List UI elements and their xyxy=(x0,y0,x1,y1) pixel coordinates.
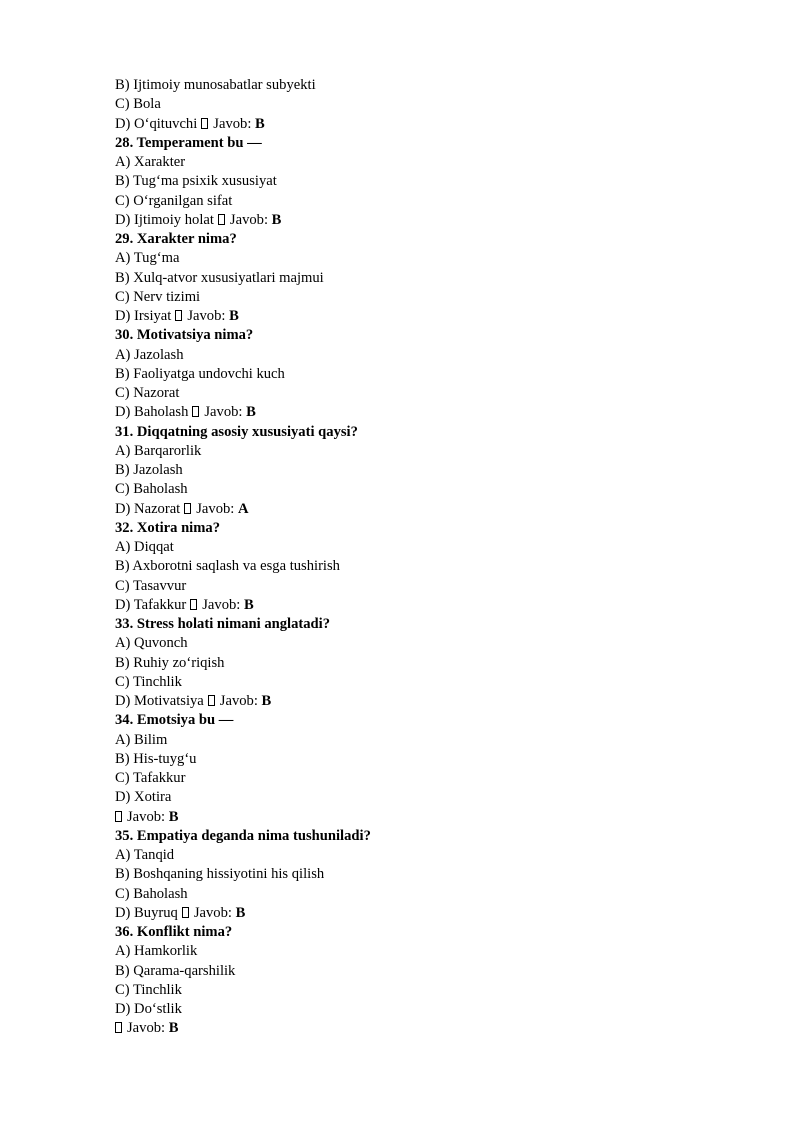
answer-option-with-key xyxy=(115,211,755,230)
question-heading: 33. Stress holati nimani anglatadi? xyxy=(115,616,331,632)
answer-label: Javob: xyxy=(204,404,243,421)
answer-key: B xyxy=(244,596,254,613)
answer-key: B xyxy=(229,308,239,324)
option-text: D) Nazorat xyxy=(115,500,181,517)
missing-glyph-icon xyxy=(218,214,225,225)
option-text: D) Buyruq xyxy=(115,904,178,921)
answer-option: C) Baholash xyxy=(115,885,188,902)
missing-glyph-icon xyxy=(184,503,191,514)
answer-option-with-key xyxy=(115,904,755,923)
option-text: D) O‘qituvchi xyxy=(115,115,198,132)
answer-option-with-key xyxy=(115,307,755,326)
answer-option: A) Diqqat xyxy=(115,539,174,555)
answer-option: C) O‘rganilgan sifat xyxy=(115,192,233,209)
answer-option: C) Nazorat xyxy=(115,385,180,401)
answer-option: C) Tinchlik xyxy=(115,981,182,998)
question-heading: 35. Empatiya deganda nima tushuniladi? xyxy=(115,827,371,844)
question-heading: 29. Xarakter nima? xyxy=(115,231,237,247)
answer-option: B) Qarama-qarshilik xyxy=(115,962,236,979)
answer-option: B) Xulq-atvor xususiyatlari majmui xyxy=(115,269,324,286)
answer-label: Javob: xyxy=(193,904,232,921)
answer-option: C) Tafakkur xyxy=(115,770,186,786)
missing-glyph-icon xyxy=(115,1022,122,1033)
option-text: D) Tafakkur xyxy=(115,596,187,613)
answer-option: D) Xotira xyxy=(115,789,172,806)
answer-option: C) Baholash xyxy=(115,481,188,498)
answer-label: Javob: xyxy=(213,115,252,132)
question-heading: 30. Motivatsiya nima? xyxy=(115,327,254,344)
missing-glyph-icon xyxy=(201,118,208,129)
answer-option: A) Tug‘ma xyxy=(115,250,180,267)
answer-key: B xyxy=(271,211,282,228)
answer-label: Javob: xyxy=(202,596,241,613)
document-page xyxy=(115,76,755,1039)
answer-option: A) Hamkorlik xyxy=(115,943,198,960)
answer-option: D) Do‘stlik xyxy=(115,1001,182,1017)
answer-option: B) Axborotni saqlash va esga tushirish xyxy=(115,558,340,575)
answer-option: B) His-tuyg‘u xyxy=(115,750,197,767)
question-heading: 36. Konflikt nima? xyxy=(115,924,233,940)
answer-option-with-key xyxy=(115,692,755,711)
answer-label: Javob: xyxy=(219,693,258,709)
option-text: D) Ijtimoiy holat xyxy=(115,211,214,228)
answer-option-with-key xyxy=(115,403,755,422)
answer-option: C) Tasavvur xyxy=(115,577,187,594)
option-text: D) Irsiyat xyxy=(115,308,172,324)
question-heading: 28. Temperament bu — xyxy=(115,134,262,151)
answer-option-with-key xyxy=(115,500,755,519)
answer-label: Javob: xyxy=(127,1020,166,1037)
answer-option: B) Tug‘ma psixik xususiyat xyxy=(115,173,277,190)
answer-label: Javob: xyxy=(196,500,235,517)
answer-key: B xyxy=(168,1020,179,1037)
answer-label: Javob: xyxy=(229,211,269,228)
missing-glyph-icon xyxy=(208,695,215,706)
answer-option: B) Ruhiy zo‘riqish xyxy=(115,654,225,671)
option-text: D) Baholash xyxy=(115,404,189,421)
answer-line xyxy=(115,1019,755,1038)
question-heading: 32. Xotira nima? xyxy=(115,519,220,536)
answer-key: A xyxy=(238,500,249,517)
answer-key: B xyxy=(246,404,256,421)
answer-option: A) Xarakter xyxy=(115,154,186,170)
answer-option-with-key xyxy=(115,596,755,615)
missing-glyph-icon xyxy=(115,811,122,822)
answer-key: B xyxy=(235,904,246,921)
answer-option: B) Ijtimoiy munosabatlar subyekti xyxy=(115,77,316,93)
answer-option: A) Jazolash xyxy=(115,346,184,363)
answer-option: B) Jazolash xyxy=(115,462,183,478)
missing-glyph-icon xyxy=(190,599,197,610)
answer-option: B) Faoliyatga undovchi kuch xyxy=(115,365,285,382)
question-heading: 34. Emotsiya bu — xyxy=(115,712,234,729)
answer-option: C) Bola xyxy=(115,96,161,113)
answer-label: Javob: xyxy=(187,308,226,324)
answer-option: C) Tinchlik xyxy=(115,673,182,690)
answer-key: B xyxy=(168,808,179,825)
answer-option-with-key xyxy=(115,115,755,134)
option-text: D) Motivatsiya xyxy=(115,693,204,709)
answer-option: A) Quvonch xyxy=(115,635,188,652)
missing-glyph-icon xyxy=(182,907,189,918)
answer-option: A) Bilim xyxy=(115,731,168,748)
question-heading: 31. Diqqatning asosiy xususiyati qaysi? xyxy=(115,423,358,440)
answer-option: A) Tanqid xyxy=(115,847,175,863)
answer-line xyxy=(115,808,755,827)
answer-key: B xyxy=(261,693,272,709)
answer-key: B xyxy=(255,115,265,132)
missing-glyph-icon xyxy=(175,310,182,321)
missing-glyph-icon xyxy=(192,406,199,417)
answer-label: Javob: xyxy=(127,808,166,825)
answer-option: C) Nerv tizimi xyxy=(115,288,201,305)
answer-option: A) Barqarorlik xyxy=(115,442,202,459)
answer-option: B) Boshqaning hissiyotini his qilish xyxy=(115,866,325,883)
